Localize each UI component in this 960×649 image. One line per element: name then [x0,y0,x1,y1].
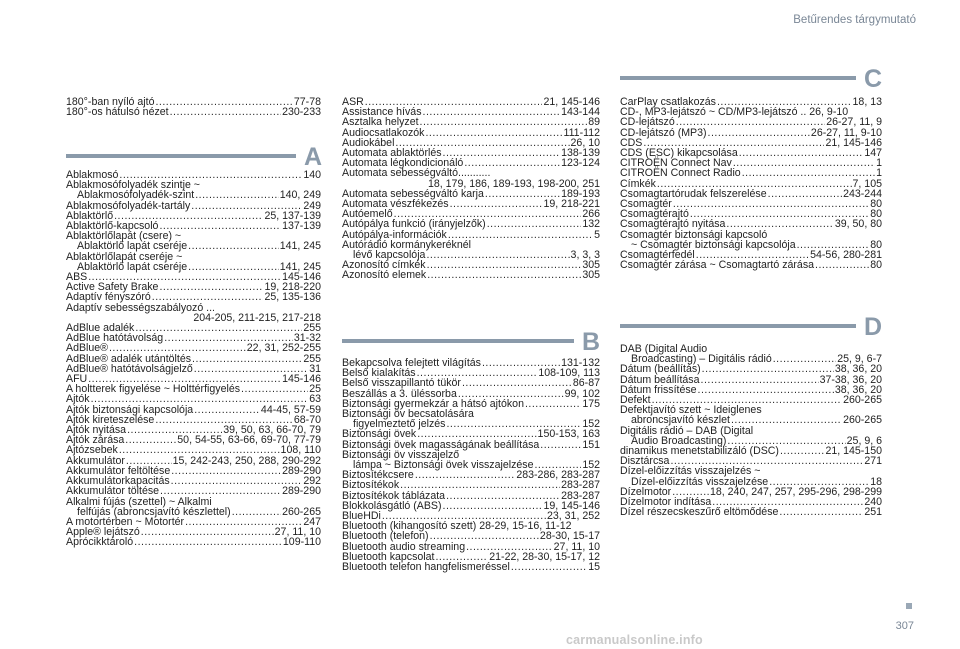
entry-term: Belső visszapillantó tükör [342,377,461,390]
entry-pages: 26-27, 11, 9 [826,116,882,129]
entry-pages: 7, 105 [852,177,882,190]
dot-leader [673,199,869,209]
dot-leader [423,107,561,117]
index-entry [342,562,600,572]
entry-pages: 27, 11, 10 [274,526,321,539]
entry-pages: 123-124 [561,157,600,170]
entry-term: Akkumulátor töltése [66,485,160,498]
entry-term: BlueHDi [342,510,381,523]
index-entry-line: Autórádió kormánykeréknél [342,238,471,251]
index-col3-c [620,97,882,270]
entry-pages: 18, 13 [852,96,882,108]
dot-leader [232,507,281,517]
entry-term: Audiocsatlakozók [342,126,425,139]
dot-leader [425,128,562,138]
index-entry [342,270,600,280]
index-entry-line: DAB (Digital Audio [620,343,708,355]
entry-term: ASR [342,96,364,108]
entry-term: figyelmeztető jelzés [353,418,446,431]
dot-leader [141,527,274,537]
dot-leader [525,399,581,409]
entry-term: CD-lejátszó [620,116,675,129]
header-title: Betűrendes tárgymutató [793,14,916,26]
index-entry [66,486,321,496]
entry-pages: 143-144 [561,106,600,119]
entry-term: lévő kapcsolója [353,249,426,262]
entry-term: Audio Broadcasting) [631,434,727,447]
dot-leader [195,190,279,200]
entry-term: Ablakmosófolyadék-tartály [66,199,191,212]
entry-term: Biztonsági gyermekzár a hátsó ajtókon [342,397,524,410]
entry-term: Címkék [620,177,656,190]
entry-pages: 271 [864,455,882,468]
dot-leader [462,378,572,388]
entry-term: Autóemelő [342,208,393,221]
entry-term: felfújás (abroncsjavító készlettel) [77,505,231,518]
entry-pages: 138-139 [561,147,600,160]
entry-pages: 25, 135-136 [264,291,321,304]
entry-pages: 63 [309,393,321,406]
entry-pages: 50, 54-55, 63-66, 69-70, 77-79 [177,434,321,447]
entry-pages: 21, 145-150 [825,445,882,458]
section-a-bar [66,154,296,158]
entry-pages: 289-290 [282,485,321,498]
entry-term: Azonosító címkék [342,259,426,272]
entry-pages: 22, 31, 252-255 [246,342,321,355]
entry-pages: 152 [582,459,600,472]
entry-term: CarPlay csatlakozás [620,96,716,108]
entry-pages: 19, 218-221 [543,198,600,211]
index-entry [620,168,882,178]
entry-pages: 132 [582,218,600,231]
dot-leader [188,241,279,251]
entry-pages: 44-45, 57-59 [260,403,321,416]
index-entry-line: Dízel-előizzítás visszajelzés ~ [620,465,761,478]
entry-term: Blokkolásgátló (ABS) [342,499,442,512]
entry-term: Ajtók [66,393,90,406]
entry-pages: 86-87 [572,377,600,390]
entry-pages: 305 [582,259,600,272]
entry-term: Csomagtérfedél [620,249,695,262]
entry-pages: 137-139 [282,220,321,233]
entry-pages: 19, 145-146 [543,499,600,512]
entry-term: A holtterek figyelése ~ Holttérfigyelés [66,383,241,396]
entry-pages: 249 [303,199,321,212]
entry-pages: 25, 9, 6 [846,434,882,447]
index-entry-line: Bluetooth (kihangosító szett) 28-29, 15-16, 11-12 [342,520,572,533]
entry-pages: 108, 110 [280,444,321,457]
index-entry-line: CD-, MP3-lejátszó ~ CD/MP3-lejátszó .. 26, 9-10 [620,106,849,119]
entry-pages: 283-286, 283-287 [516,469,600,482]
dot-leader [188,262,279,272]
entry-term: AdBlue hatótávolság [66,332,164,345]
entry-term: Ajtók kireteszelése [66,413,155,426]
entry-term: AdBlue adalék [66,322,135,335]
index-entry [66,107,321,117]
entry-term: Dízel részecskeszűrő eltömődése [620,506,779,519]
index-entry [620,507,882,517]
entry-term: Apple® lejátszó [66,526,140,539]
entry-term: Aprócikktároló [66,536,134,549]
entry-term: Dátum (beállítás) [620,363,701,376]
entry-pages: 80 [870,208,882,221]
entry-term: Ablakmosófolyadék-szint [77,189,195,202]
entry-term: lámpa ~ Biztonsági övek visszajelzése [353,459,534,472]
entry-term: Ajtózsebek [66,444,118,457]
entry-pages: 21, 145-146 [825,136,882,149]
dot-leader [487,219,582,229]
entry-pages: 26-27, 11, 9-10 [810,126,882,139]
entry-pages: 109-110 [282,536,321,549]
entry-term: Automata légkondicionáló [342,157,464,170]
dot-leader [773,354,837,364]
index-entry-line: Biztonsági öv visszajelző [342,448,460,461]
entry-pages: 266 [582,208,600,221]
entry-term: Ajtók nyitása [66,424,127,437]
entry-term: 180°-ban nyíló ajtó [66,96,155,108]
entry-term: Ajtók zárása [66,434,125,447]
dot-leader [815,260,869,270]
dot-leader [450,199,543,209]
entry-pages: 99, 102 [564,387,600,400]
entry-pages: 26, 10 [570,136,600,149]
entry-term: Autópálya funkció (irányjelzők) [342,218,486,231]
entry-pages: 247 [303,515,321,528]
entry-term: Ablaktörlő lapát cseréje [77,240,188,253]
entry-pages: 189-193 [561,187,600,200]
entry-term: AFU [66,373,88,386]
dot-leader [170,107,282,117]
dot-leader [443,501,543,511]
section-c-bar [620,76,856,80]
entry-pages: 108-109, 113 [538,367,600,380]
entry-term: Asztalka helyzet [342,116,419,129]
entry-term: Akkumulátor [66,454,125,467]
entry-term: Bluetooth kapcsolat [342,550,435,563]
entry-pages: 150-153, 163 [537,428,600,441]
entry-term: CITROËN Connect Nav [620,157,732,170]
entry-pages: 80 [870,238,882,251]
entry-pages: 25, 9, 6-7 [837,353,882,366]
entry-term: Autópálya-információk [342,228,447,241]
entry-term: Ablaktörlő [66,209,114,222]
index-entry-line: Ablakmosófolyadék szintje ~ [66,179,200,192]
dot-leader [739,148,864,158]
entry-term: Ajtók biztonsági kapcsolója [66,403,194,416]
entry-pages: 38, 36, 20 [834,383,882,396]
index-entry-line: Ablaktörlőlapát cseréje ~ [66,250,183,263]
entry-term: Ablaktörlő lapát cseréje [77,260,188,273]
entry-term: 180°-os hátulsó nézet [66,106,169,119]
entry-pages: 39, 50, 63, 66-70, 79 [223,424,321,437]
entry-term: Bluetooth audio streaming [342,540,466,553]
entry-pages: 25, 137-139 [264,209,321,222]
watermark: carmanualsonline.info [566,633,703,647]
entry-pages: 18 [870,475,882,488]
index-entry [620,260,882,270]
entry-pages: 140 [303,169,321,181]
section-a-header [66,140,322,170]
entry-term: Active Safety Brake [66,281,159,294]
index-col1-a [66,170,321,548]
index-entry-line: Biztonsági öv becsatolására [342,408,474,421]
entry-pages: 5 [594,228,600,241]
index-col2-b [342,358,600,572]
entry-pages: 54-56, 280-281 [810,249,882,262]
entry-pages: 18, 240, 247, 257, 295-296, 298-299 [710,485,882,498]
entry-term: CDS (ESC) kikapcsolása [620,147,738,160]
entry-term: CD-lejátszó (MP3) [620,126,707,139]
dot-leader [708,128,810,138]
index-entry-line: 204-205, 211-215, 217-218 [193,311,321,324]
entry-pages: 260-265 [843,394,882,407]
entry-pages: 147 [864,147,882,160]
entry-term: Akkumulátor feltöltése [66,464,171,477]
entry-term: Akkumulátorkapacitás [66,475,170,488]
entry-term: Automata sebességváltó karja [342,187,484,200]
section-b-header [342,325,600,355]
entry-pages: 23, 31, 252 [546,510,600,523]
entry-pages: 255 [303,322,321,335]
entry-pages: 260-265 [282,505,321,518]
entry-pages: 151 [582,438,600,451]
entry-term: Dízel-előizzítás visszajelzése [631,475,769,488]
entry-term: Ablakmosó [66,169,119,181]
entry-pages: 77-78 [293,96,321,108]
entry-term: Automata ablaktörlés [342,147,442,160]
section-c-letter: C [863,65,882,93]
entry-pages: 131-132 [561,357,600,369]
entry-term: AdBlue® hatótávolságjelző [66,362,193,375]
entry-term: Csomagtérajtó [620,208,689,221]
entry-pages: 305 [582,269,600,282]
index-entry-line: Csomagtér biztonsági kapcsoló [620,228,768,241]
entry-term: Biztonsági övek [342,428,417,441]
dot-leader [427,270,581,280]
dot-leader [701,375,819,385]
entry-pages: 19, 218-220 [264,281,321,294]
entry-term: Csomagtér zárása ~ Csomagtartó zárása [620,259,815,272]
section-d-bar [620,324,856,328]
page-number: 307 [895,620,914,632]
entry-pages: 3, 3, 3 [570,249,600,262]
index-entry-line: Adaptív sebességszabályozó ... [66,301,215,314]
entry-term: Azonosító elemek [342,269,427,282]
entry-term: Defekt [620,394,651,407]
dot-leader [192,354,302,364]
entry-pages: 38, 36, 20 [834,363,882,376]
entry-term: Bluetooth telefon hangfelismeréssel [342,561,510,574]
entry-term: Csomagtérajtó nyitása [620,218,726,231]
entry-term: Broadcasting) – Digitális rádió [631,353,772,366]
entry-pages: 68-70 [293,413,321,426]
entry-term: Dízelmotor [620,485,672,498]
entry-term: ~ Csomagtér biztonsági kapcsolója [631,238,796,251]
index-entry [66,384,321,394]
entry-pages: 1 [876,157,882,170]
index-col3-d [620,344,882,517]
dot-leader [779,507,863,517]
dot-leader [155,97,292,107]
entry-pages: 243-244 [843,187,882,200]
entry-pages: 15 [588,561,600,574]
entry-pages: 145-146 [282,271,321,284]
entry-pages: 260-265 [843,414,882,427]
entry-pages: 251 [864,506,882,519]
entry-pages: 283-287 [561,479,600,492]
entry-pages: 37-38, 36, 20 [819,373,882,386]
entry-term: ABS [66,271,88,284]
entry-pages: 255 [303,352,321,365]
entry-term: AdBlue® adalék utántöltés [66,352,192,365]
dot-leader [171,466,281,476]
entry-pages: 31 [309,362,321,375]
entry-pages: 39, 50, 80 [834,218,882,231]
entry-term: Assistance hívás [342,106,422,119]
entry-pages: 31-32 [293,332,321,345]
entry-term: Dátum beállítása [620,373,700,386]
entry-pages: 1 [876,167,882,180]
entry-pages: 152 [582,418,600,431]
entry-term: Disztárcsa [620,455,670,468]
entry-pages: 15, 242-243, 250, 288, 290-292 [172,454,321,467]
dot-leader [241,384,308,394]
entry-pages: 21, 145-146 [543,96,600,108]
entry-term: Biztosítékcsere [342,469,414,482]
entry-term: Dízelmotor indítása [620,496,712,509]
entry-pages: 141, 245 [279,260,321,273]
entry-pages: 175 [582,397,600,410]
entry-pages: 27, 11, 10 [553,540,600,553]
bullet-square-icon [906,603,912,609]
section-b-letter: B [581,328,600,356]
entry-term: Bekapcsolva felejtett világítás [342,357,481,369]
dot-leader [159,282,263,292]
entry-term: Dátum frissítése [620,383,697,396]
entry-term: Biztosítékok táblázata [342,489,446,502]
dot-leader [540,440,581,450]
dot-leader [427,260,582,270]
entry-pages: 80 [870,198,882,211]
dot-leader [194,405,260,415]
entry-pages: 111-112 [563,126,600,139]
entry-term: Csomagtartórudak felszerelése [620,187,767,200]
index-entry-line: Alkalmi fújás (szettel) ~ Alkalmi [66,495,212,508]
section-b-bar [342,339,574,343]
index-col1-top [66,97,321,117]
entry-term: Beszállás a 3. üléssorba [342,387,457,400]
dot-leader [415,470,516,480]
entry-term: Biztonsági övek magasságának beállítása [342,438,540,451]
section-c-header [620,62,882,92]
dot-leader [134,537,282,547]
dot-leader [511,562,587,572]
index-entry-line: Ablaktörlőlapát (csere) ~ [66,230,182,243]
dot-leader [420,117,588,127]
entry-term: AdBlue® [66,342,108,355]
entry-term: CITROËN Connect Radio [620,167,741,180]
index-entry-line: 18, 179, 186, 189-193, 198-200, 251 [428,177,600,190]
entry-term: abroncsjavító készlet [631,414,730,427]
dot-leader [125,435,176,445]
section-d-header [620,310,882,340]
entry-pages: 240 [864,496,882,509]
entry-pages: 141, 245 [279,240,321,253]
entry-term: Automata vészfékezés [342,198,449,211]
entry-pages: 25 [309,383,321,396]
section-d-letter: D [863,313,882,341]
entry-pages: 145-146 [282,373,321,386]
section-a-letter: A [303,143,322,171]
index-col2-top [342,97,600,281]
index-entry-line: Digitális rádió – DAB (Digital [620,424,754,437]
dot-leader [702,364,834,374]
entry-term: Audiokábel [342,136,395,149]
entry-pages: 289-290 [282,464,321,477]
entry-term: Biztosítékok [342,479,400,492]
entry-term: CDS [620,136,643,149]
entry-pages: 283-287 [561,489,600,502]
entry-pages: 292 [303,475,321,488]
entry-pages: 80 [870,259,882,272]
entry-pages: 89 [588,116,600,129]
entry-term: dinamikus menetstabilizáló (DSC) [620,445,779,458]
entry-pages: 21-22, 28-30, 15-17, 12 [489,550,600,563]
entry-term: Adaptív fényszóró [66,291,151,304]
dot-leader [698,385,834,395]
entry-pages: 230-233 [282,106,321,119]
dot-leader [426,250,569,260]
dot-leader [160,486,281,496]
dot-leader [733,158,875,168]
dot-leader [768,189,842,199]
entry-pages: 140, 249 [279,189,321,202]
entry-term: Ablaktörlő-kapcsoló [66,220,159,233]
entry-term: Belső kialakítás [342,367,416,380]
index-entry-line: Automata sebességváltó........... [342,167,491,180]
entry-pages: 28-30, 15-17 [539,530,600,543]
index-entry [66,537,321,547]
entry-term: Bluetooth (telefon) [342,530,429,543]
index-entry-line: Defektjavító szett ~ Ideiglenes [620,404,762,417]
entry-term: Csomagtér [620,198,672,211]
entry-term: A motortérben ~ Motortér [66,515,185,528]
dot-leader [780,446,824,456]
